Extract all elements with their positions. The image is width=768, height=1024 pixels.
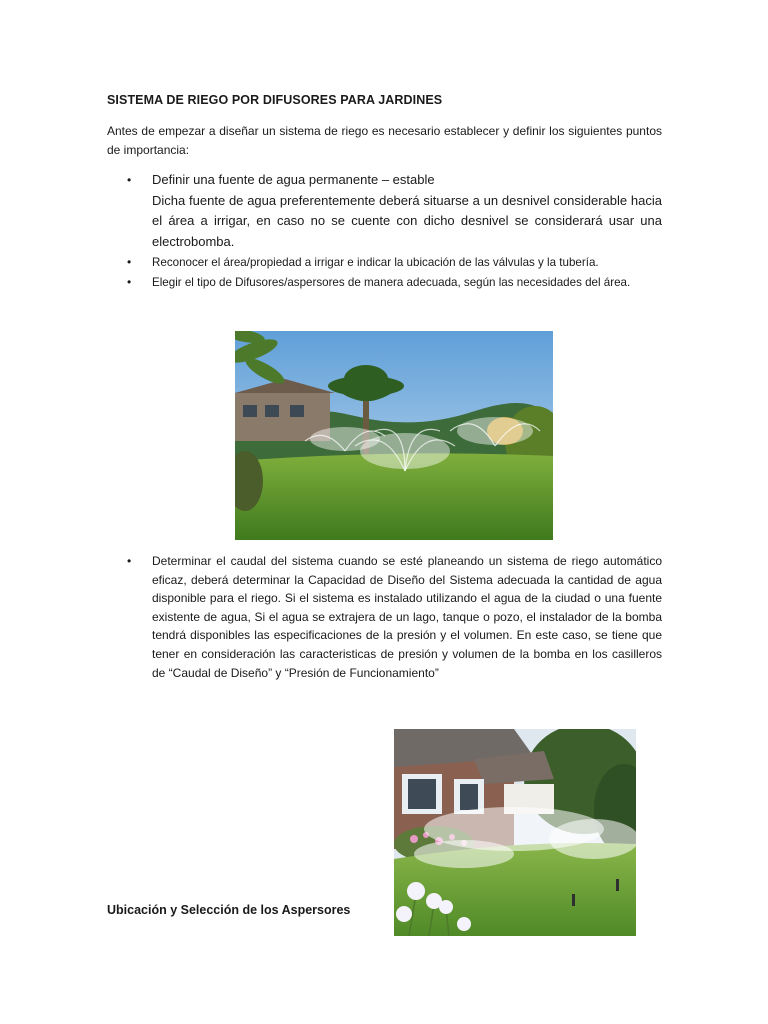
bullet-list-continued bbox=[107, 552, 662, 682]
bullet-text: Determinar el caudal del sistema cuando se esté planeando un sistema de riego automático eficaz, deberá determinar la Capacidad de Diseño del Sistema adecuada la cantidad de agua disponible para el riego. Si el sistema es instalado utilizando el agua de la ciudad o una fuente existente de agua, Si el agua se extrajera de un lago, tanque o pozo, el instalador de la bomba tendrá disponibles las especificaciones de la presión y el volumen. En este caso, se tiene que tener en consideración las caracteristicas de presión y volumen de la bomba en los casilleros de “Caudal de Diseño” y “Presión de Funcionamiento” bbox=[152, 554, 662, 680]
bullet-body: Dicha fuente de agua preferentemente deberá situarse a un desnivel considerable hacia el área a irrigar, en caso no se cuente con dicho desnivel se considerará usar una electrobomba. bbox=[152, 192, 662, 249]
bullet-marker: • bbox=[127, 173, 132, 187]
section-subheading: Ubicación y Selección de los Aspersores bbox=[107, 903, 351, 917]
intro-paragraph: Antes de empezar a diseñar un sistema de riego es necesario establecer y definir los siguientes puntos de importancia: bbox=[107, 124, 662, 157]
bullet-heading: Definir una fuente de agua permanente – estable bbox=[152, 172, 435, 187]
list-item bbox=[107, 552, 662, 682]
bullet-marker: • bbox=[127, 275, 132, 289]
bullet-marker: • bbox=[127, 554, 132, 568]
house-garden-sprinkler-photo bbox=[394, 729, 636, 936]
list-item bbox=[107, 273, 662, 292]
list-item bbox=[107, 170, 662, 252]
bullet-text: Reconocer el área/propiedad a irrigar e indicar la ubicación de las válvulas y la tubería. bbox=[152, 256, 599, 269]
bullet-marker: • bbox=[127, 255, 132, 269]
bullet-text: Elegir el tipo de Difusores/aspersores de manera adecuada, según las necesidades del área. bbox=[152, 276, 631, 289]
list-item bbox=[107, 253, 662, 272]
bullet-list bbox=[107, 170, 662, 292]
garden-sprinkler-photo bbox=[235, 331, 553, 540]
document-title: SISTEMA DE RIEGO POR DIFUSORES PARA JARDINES bbox=[107, 93, 443, 107]
